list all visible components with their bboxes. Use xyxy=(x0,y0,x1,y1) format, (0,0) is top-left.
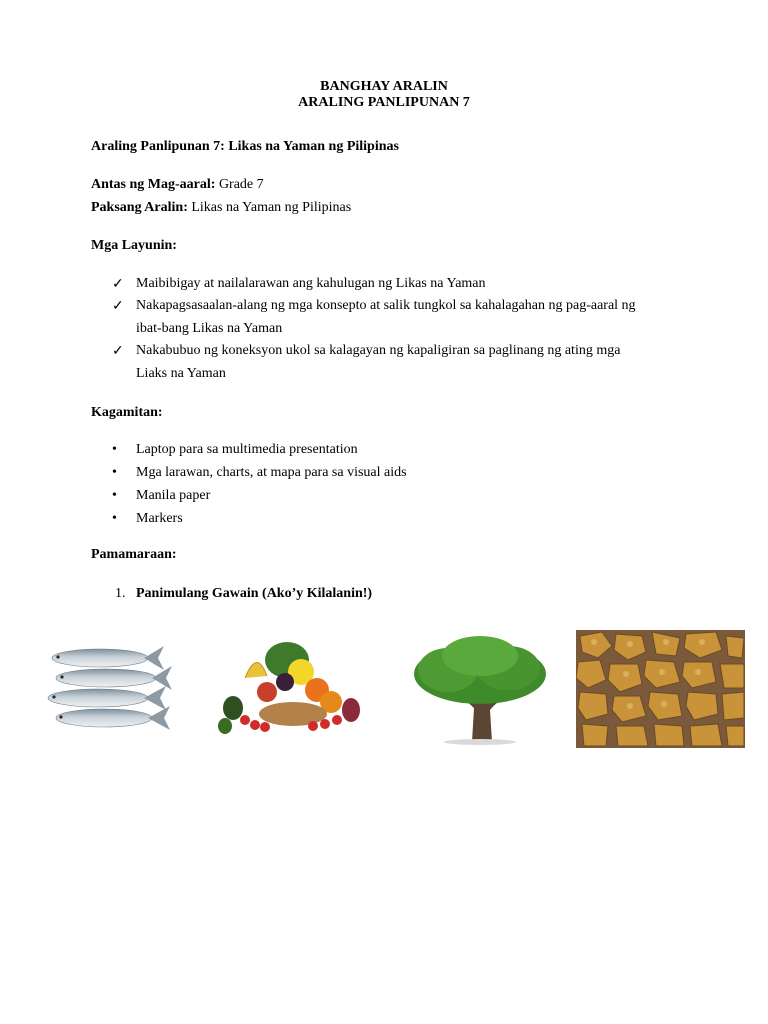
procedure-heading: Pamamaraan: xyxy=(91,547,177,562)
objective-continuation: Liaks na Yaman xyxy=(136,366,226,381)
fish-image xyxy=(40,630,180,748)
level-line xyxy=(91,177,264,193)
level-value: Grade 7 xyxy=(215,177,264,192)
level-label: Antas ng Mag-aaral: xyxy=(91,177,216,192)
checkmark-icon: ✓ xyxy=(112,299,124,314)
fruits-vegetables-image xyxy=(205,630,380,748)
objective-text: Maibibigay at nailalarawan ang kahulugan ng Likas na Yaman xyxy=(136,276,486,291)
objective-text: Nakapagsasaalan-alang ng mga konsepto at salik tungkol sa kahalagahan ng pag-aaral ng xyxy=(136,298,636,313)
objective-continuation: ibat-bang Likas na Yaman xyxy=(136,321,283,336)
objective-text: Nakabubuo ng koneksyon ukol sa kalagayan ng kapaligiran sa paglinang ng ating mga xyxy=(136,343,621,358)
document-subtitle: ARALING PANLIPUNAN 7 xyxy=(298,95,470,110)
gold-nuggets-image xyxy=(576,630,745,748)
topic-label: Paksang Aralin: xyxy=(91,200,188,215)
fish-shape xyxy=(52,646,164,670)
material-text: Manila paper xyxy=(136,488,211,503)
document-title: BANGHAY ARALIN xyxy=(320,79,448,94)
topic-line xyxy=(91,200,351,216)
material-text: Markers xyxy=(136,511,183,526)
materials-heading: Kagamitan: xyxy=(91,405,163,420)
procedure-number: 1. xyxy=(115,586,126,601)
tree-shape xyxy=(414,636,546,745)
bullet-icon: • xyxy=(112,488,117,503)
bullet-icon: • xyxy=(112,442,117,457)
bullet-icon: • xyxy=(112,465,117,480)
tree-image xyxy=(408,630,553,748)
produce-basket xyxy=(218,642,360,734)
objectives-heading: Mga Layunin: xyxy=(91,238,177,253)
procedure-label: Panimulang Gawain (Ako’y Kilalanin!) xyxy=(136,586,373,601)
topic-value: Likas na Yaman ng Pilipinas xyxy=(187,200,352,215)
checkmark-icon: ✓ xyxy=(112,344,124,359)
material-text: Mga larawan, charts, at mapa para sa visual aids xyxy=(136,465,407,480)
procedure-item xyxy=(115,586,373,602)
bullet-icon: • xyxy=(112,511,117,526)
fish-shape xyxy=(56,666,172,690)
checkmark-icon: ✓ xyxy=(112,277,124,292)
subject-title: Araling Panlipunan 7: Likas na Yaman ng Pilipinas xyxy=(91,139,399,154)
fish-shape xyxy=(56,706,170,730)
fish-shape xyxy=(48,686,166,710)
material-text: Laptop para sa multimedia presentation xyxy=(136,442,358,457)
